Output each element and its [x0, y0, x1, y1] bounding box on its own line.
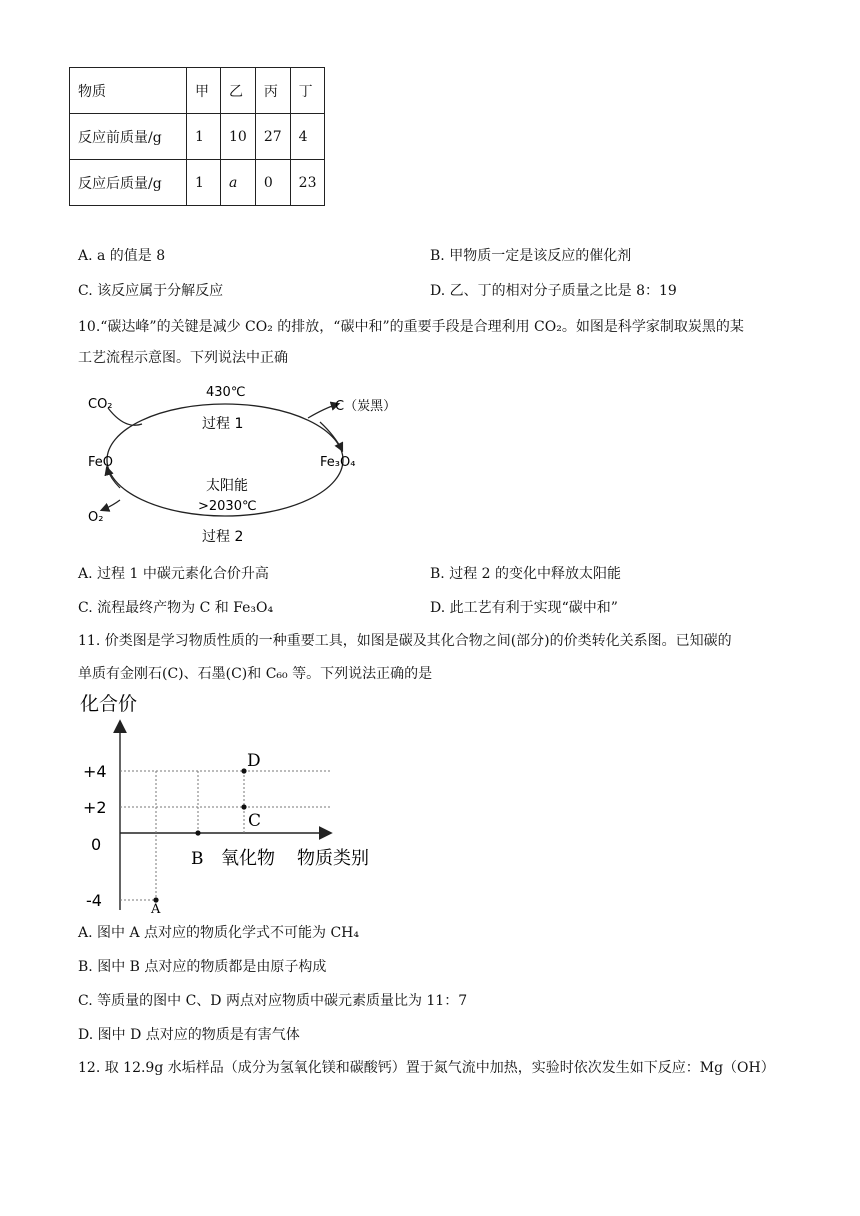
- carbon-outflow-arrow: [308, 404, 338, 418]
- q11-option-c: C. 等质量的图中 C、D 两点对应物质中碳元素质量比为 11：7: [78, 993, 468, 1009]
- tick-plus2: +2: [83, 798, 107, 817]
- q11-option-d: D. 图中 D 点对应的物质是有害气体: [78, 1027, 300, 1043]
- carbon-cycle-diagram: [80, 378, 400, 548]
- q9-option-b: B. 甲物质一定是该反应的催化剂: [430, 248, 632, 264]
- tick-plus4: +4: [83, 762, 107, 781]
- tick-minus4: -4: [86, 891, 102, 910]
- q11-option-b: B. 图中 B 点对应的物质都是由原子构成: [78, 959, 327, 975]
- point-b-label: B: [191, 849, 204, 869]
- process2-label: 过程 2: [202, 529, 244, 545]
- feo-label: FeO: [88, 455, 113, 470]
- q9-option-d: D. 乙、丁的相对分子质量之比是 8：19: [430, 283, 677, 299]
- o2-label: O₂: [88, 510, 104, 525]
- table-cell: 反应后质量/g: [70, 160, 187, 206]
- tick-zero: 0: [91, 835, 102, 854]
- point-d: [241, 768, 246, 773]
- temp2-label: >2030℃: [198, 499, 257, 514]
- q10-stem-line2: 工艺流程示意图。下列说法中正确: [78, 350, 288, 366]
- temp1-label: 430℃: [206, 385, 246, 400]
- fe3o4-label: Fe₃O₄: [320, 455, 356, 470]
- point-c: [241, 804, 246, 809]
- q11-stem-line1: 11. 价类图是学习物质性质的一种重要工具，如图是碳及其化合物之间(部分)的价类转化关系图。已知碳的: [78, 633, 732, 649]
- q9-option-c: C. 该反应属于分解反应: [78, 283, 224, 299]
- valence-class-chart: [78, 688, 398, 913]
- table-cell: 0: [255, 160, 290, 206]
- table-cell: 27: [255, 114, 290, 160]
- table-cell: 丁: [290, 68, 325, 114]
- table-row: [70, 68, 325, 114]
- table-cell: 丙: [255, 68, 290, 114]
- solar-label: 太阳能: [206, 478, 248, 494]
- point-b: [195, 830, 200, 835]
- carbon-label: C（炭黑）: [335, 399, 397, 414]
- table-cell: 4: [290, 114, 325, 160]
- table-cell: 乙: [221, 68, 256, 114]
- y-axis-label: 化合价: [80, 693, 138, 715]
- table-cell: 10: [221, 114, 256, 160]
- q12-stem-line1: 12. 取 12.9g 水垢样品（成分为氢氧化镁和碳酸钙）置于氮气流中加热，实验时依次发生如下反应：Mg（OH）: [78, 1060, 775, 1076]
- x-label-oxide: 氧化物: [221, 848, 275, 869]
- table-cell: a: [221, 160, 256, 206]
- q10-stem-line1: 10.“碳达峰”的关键是减少 CO₂ 的排放，“碳中和”的重要手段是合理利用 CO₂。如图是科学家制取炭黑的某: [78, 319, 744, 335]
- table-cell: 反应前质量/g: [70, 114, 187, 160]
- point-a-label: A: [151, 902, 161, 913]
- table-row: [70, 114, 325, 160]
- table-cell: 甲: [187, 68, 221, 114]
- process1-label: 过程 1: [202, 416, 244, 432]
- x-label-class: 物质类别: [297, 848, 369, 869]
- q9-option-a: A. a 的值是 8: [78, 248, 166, 264]
- q11-stem-line2: 单质有金刚石(C)、石墨(C)和 C₆₀ 等。下列说法正确的是: [78, 666, 433, 682]
- mass-table: [69, 67, 325, 206]
- q10-option-d: D. 此工艺有利于实现“碳中和”: [430, 600, 618, 616]
- q10-option-a: A. 过程 1 中碳元素化合价升高: [78, 566, 269, 582]
- q11-option-a: A. 图中 A 点对应的物质化学式不可能为 CH₄: [78, 925, 360, 941]
- o2-outflow-arrow: [102, 500, 120, 510]
- q10-option-c: C. 流程最终产物为 C 和 Fe₃O₄: [78, 600, 274, 616]
- table-cell: 1: [187, 114, 221, 160]
- table-cell: 23: [290, 160, 325, 206]
- table-row: [70, 160, 325, 206]
- table-cell: 1: [187, 160, 221, 206]
- point-c-label: C: [248, 811, 262, 831]
- q10-option-b: B. 过程 2 的变化中释放太阳能: [430, 566, 621, 582]
- point-d-label: D: [247, 751, 261, 771]
- table-cell: 物质: [70, 68, 187, 114]
- co2-label: CO₂: [88, 397, 113, 412]
